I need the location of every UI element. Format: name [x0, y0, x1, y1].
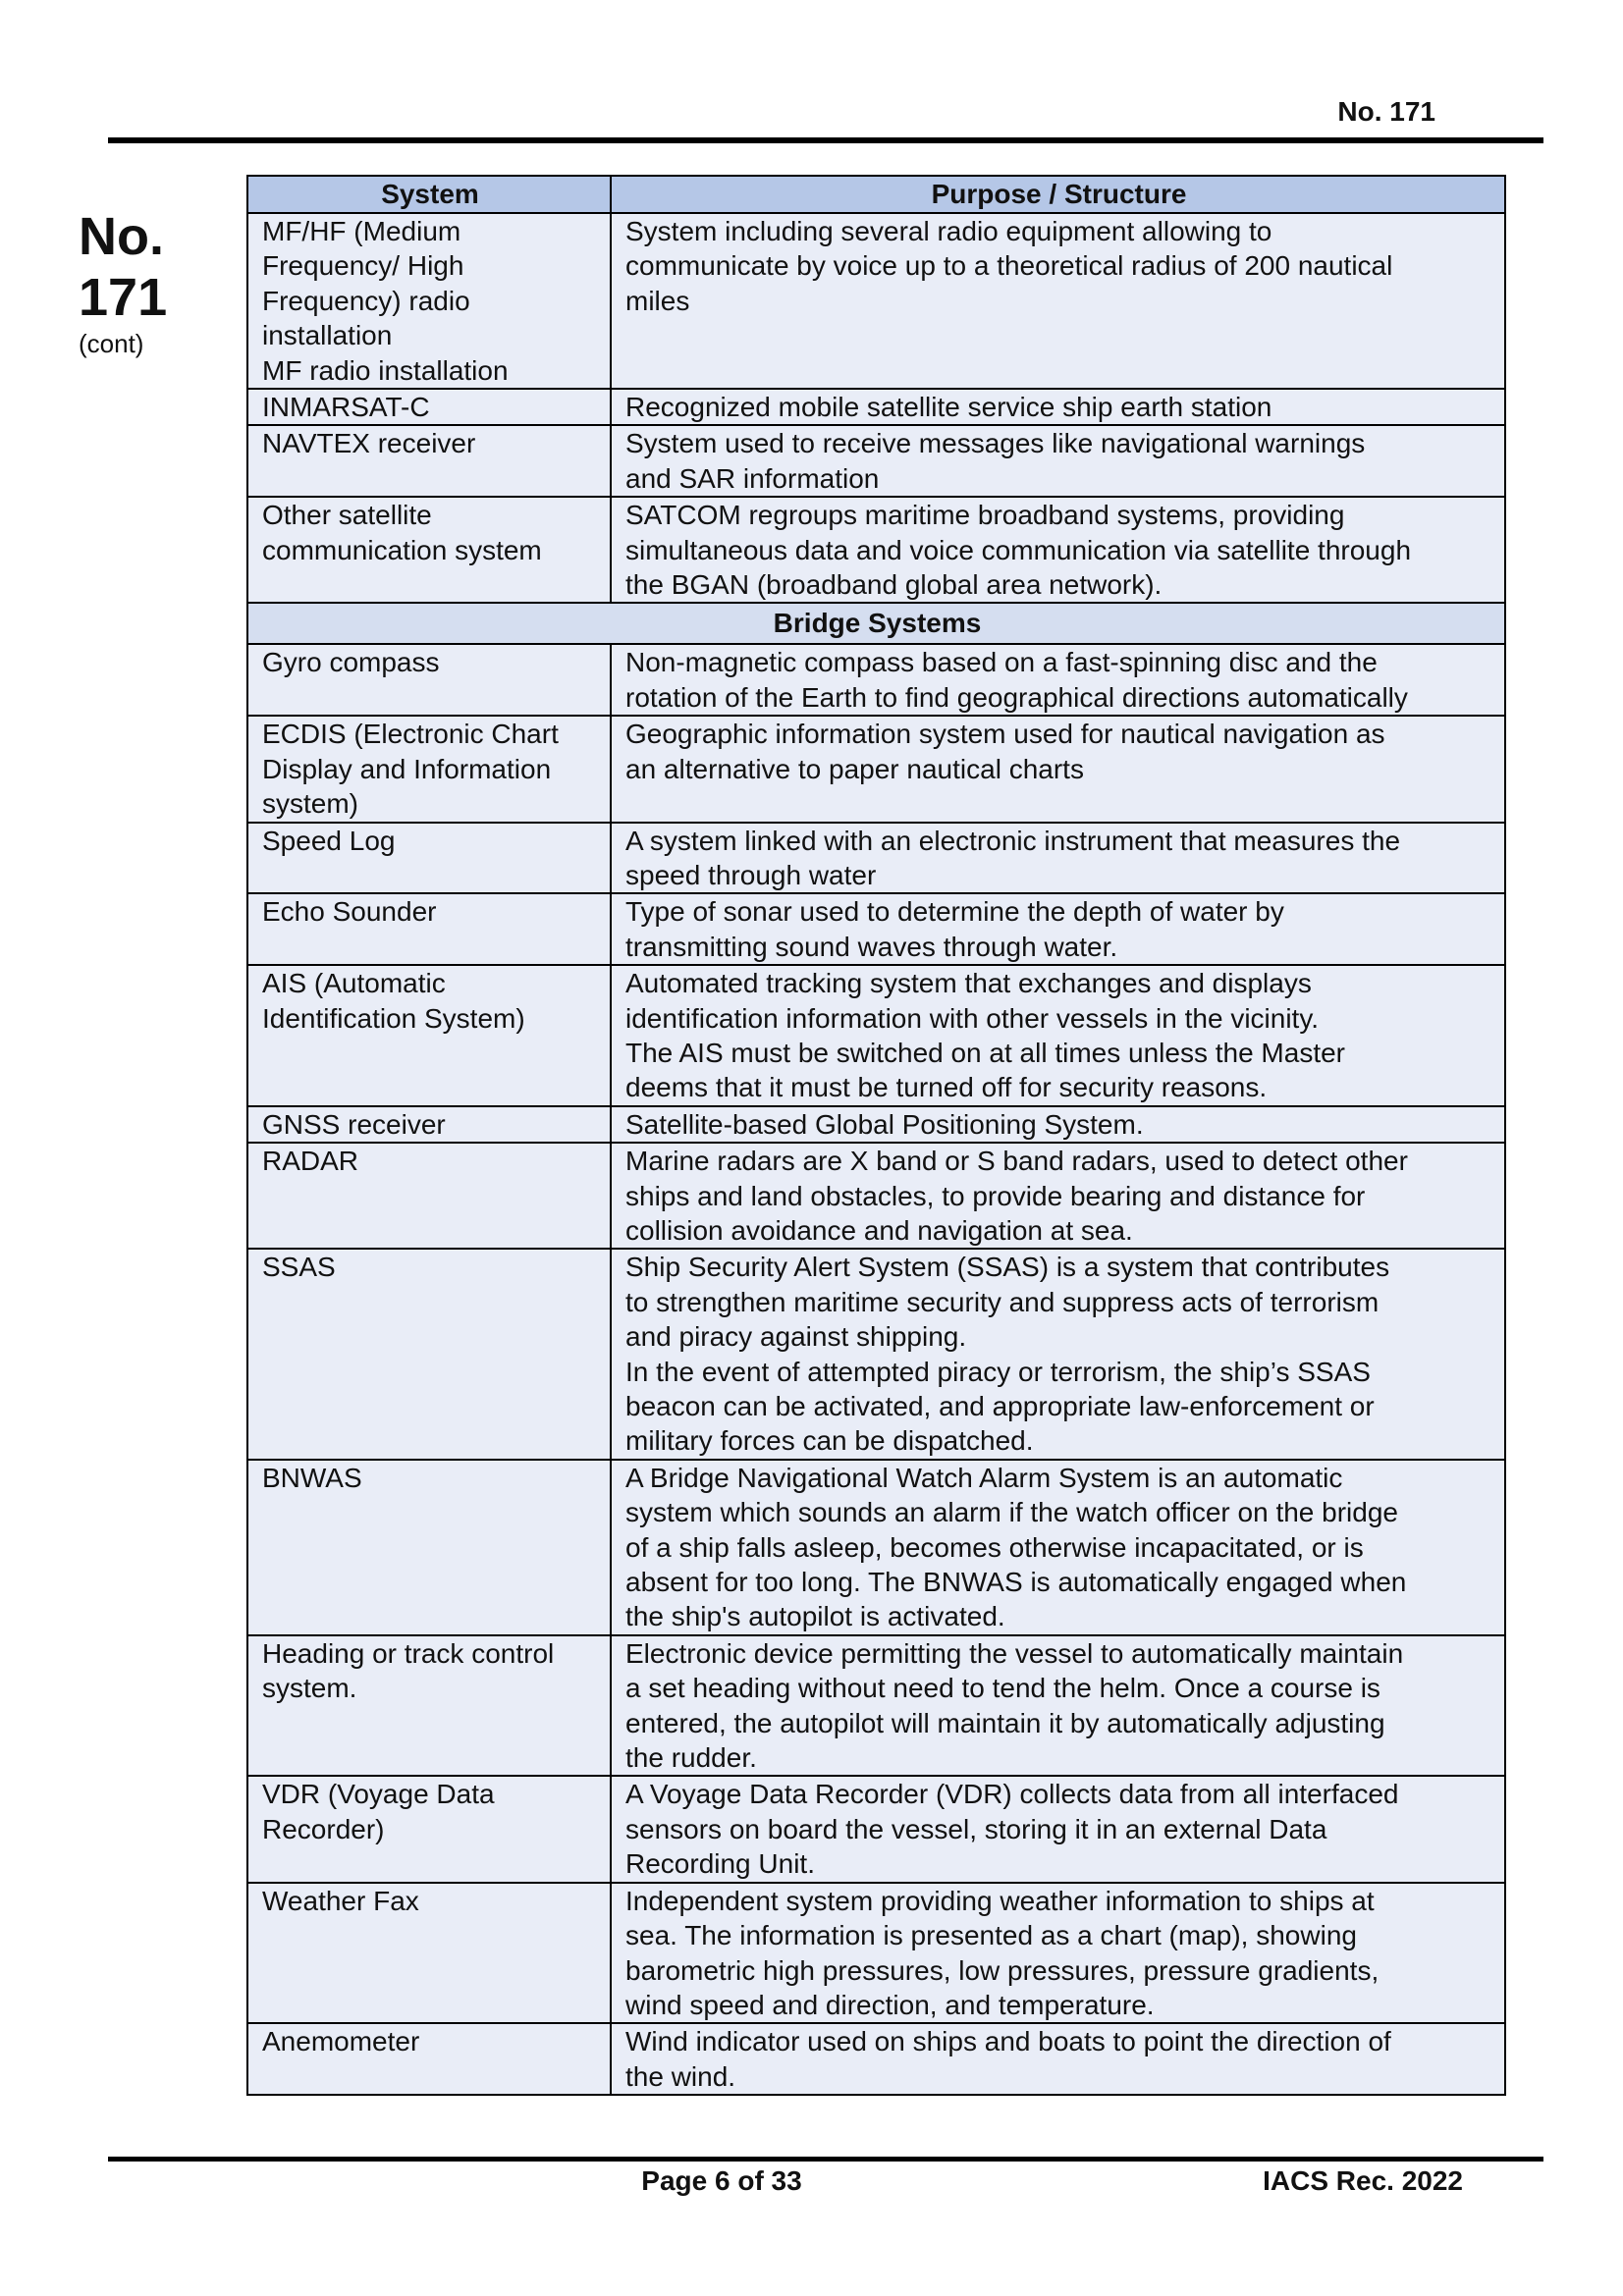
purpose-cell: System used to receive messages like navigational warnings and SAR information	[611, 425, 1505, 497]
purpose-cell: Marine radars are X band or S band radars, used to detect other ships and land obstacles, to provide bearing and distance for collision avoidance and navigation at sea.	[611, 1143, 1505, 1249]
table-row	[247, 1460, 1505, 1635]
purpose-cell: A system linked with an electronic instrument that measures the speed through water	[611, 823, 1505, 894]
table-row	[247, 965, 1505, 1106]
side-tag-cont: (cont)	[79, 329, 144, 358]
side-tag-number: 171	[79, 268, 168, 327]
footer-document-reference: IACS Rec. 2022	[1263, 2165, 1463, 2196]
table-row	[247, 823, 1505, 894]
system-cell: VDR (Voyage Data Recorder)	[247, 1776, 611, 1882]
system-cell: Other satellite communication system	[247, 497, 611, 603]
system-cell: Echo Sounder	[247, 893, 611, 965]
section-heading: Bridge Systems	[247, 603, 1505, 644]
system-cell: INMARSAT-C	[247, 389, 611, 425]
purpose-cell: Wind indicator used on ships and boats to point the direction of the wind.	[611, 2023, 1505, 2095]
purpose-cell: Independent system providing weather information to ships at sea. The information is presented as a chart (map), showing barometric high pressures, low pressures, pressure gradients, wind speed and direction, and temperature.	[611, 1883, 1505, 2024]
table-row	[247, 1249, 1505, 1459]
purpose-cell: Satellite-based Global Positioning System.	[611, 1106, 1505, 1143]
system-cell: Speed Log	[247, 823, 611, 894]
table-row	[247, 425, 1505, 497]
table-row	[247, 389, 1505, 425]
table-row	[247, 213, 1505, 389]
table-row	[247, 1776, 1505, 1882]
purpose-cell: SATCOM regroups maritime broadband systems, providing simultaneous data and voice communication via satellite through the BGAN (broadband global area network).	[611, 497, 1505, 603]
systems-table	[246, 175, 1506, 2096]
table-row	[247, 644, 1505, 716]
header-document-reference: No. 171	[1337, 96, 1435, 127]
system-cell: GNSS receiver	[247, 1106, 611, 1143]
section-row	[247, 603, 1505, 644]
table-row	[247, 716, 1505, 822]
system-cell: Heading or track control system.	[247, 1635, 611, 1777]
table-header-row	[247, 176, 1505, 213]
purpose-cell: A Bridge Navigational Watch Alarm System is an automatic system which sounds an alarm if the watch officer on the bridge of a ship falls asleep, becomes otherwise incapacitated, or is absent for too long. The BNWAS is automatically engaged when the ship's autopilot is activated.	[611, 1460, 1505, 1635]
system-cell: Anemometer	[247, 2023, 611, 2095]
system-cell: Gyro compass	[247, 644, 611, 716]
purpose-cell: Recognized mobile satellite service ship earth station	[611, 389, 1505, 425]
side-document-tag	[79, 206, 187, 359]
system-cell: MF/HF (Medium Frequency/ High Frequency) radio installation MF radio installation	[247, 213, 611, 389]
system-cell: NAVTEX receiver	[247, 425, 611, 497]
table-row	[247, 1883, 1505, 2024]
system-cell: BNWAS	[247, 1460, 611, 1635]
purpose-cell: Automated tracking system that exchanges and displays identification information with other vessels in the vicinity. The AIS must be switched on at all times unless the Master deems that it must be turned off for security reasons.	[611, 965, 1505, 1106]
table-row	[247, 1106, 1505, 1143]
footer-rule	[108, 2157, 1543, 2162]
table-row	[247, 893, 1505, 965]
purpose-cell: System including several radio equipment allowing to communicate by voice up to a theoretical radius of 200 nautical miles	[611, 213, 1505, 389]
purpose-cell: A Voyage Data Recorder (VDR) collects data from all interfaced sensors on board the vessel, storing it in an external Data Recording Unit.	[611, 1776, 1505, 1882]
column-header-system: System	[247, 176, 611, 213]
table-row	[247, 497, 1505, 603]
purpose-cell: Non-magnetic compass based on a fast-spinning disc and the rotation of the Earth to find geographical directions automatically	[611, 644, 1505, 716]
table-row	[247, 2023, 1505, 2095]
column-header-purpose: Purpose / Structure	[611, 176, 1505, 213]
side-tag-no: No.	[79, 207, 164, 266]
system-cell: Weather Fax	[247, 1883, 611, 2024]
purpose-cell: Ship Security Alert System (SSAS) is a system that contributes to strengthen maritime security and suppress acts of terrorism and piracy against shipping. In the event of attempted piracy or terrorism, the ship’s SSAS beacon can be activated, and appropriate law-enforcement or military forces can be dispatched.	[611, 1249, 1505, 1459]
purpose-cell: Electronic device permitting the vessel to automatically maintain a set heading without need to tend the helm. Once a course is entered, the autopilot will maintain it by automatically adjusting the rudder.	[611, 1635, 1505, 1777]
system-cell: SSAS	[247, 1249, 611, 1459]
table-row	[247, 1635, 1505, 1777]
table-row	[247, 1143, 1505, 1249]
system-cell: ECDIS (Electronic Chart Display and Information system)	[247, 716, 611, 822]
purpose-cell: Geographic information system used for nautical navigation as an alternative to paper nautical charts	[611, 716, 1505, 822]
purpose-cell: Type of sonar used to determine the depth of water by transmitting sound waves through water.	[611, 893, 1505, 965]
system-cell: AIS (Automatic Identification System)	[247, 965, 611, 1106]
system-cell: RADAR	[247, 1143, 611, 1249]
header-rule	[108, 137, 1543, 143]
footer-page-number: Page 6 of 33	[641, 2165, 802, 2196]
